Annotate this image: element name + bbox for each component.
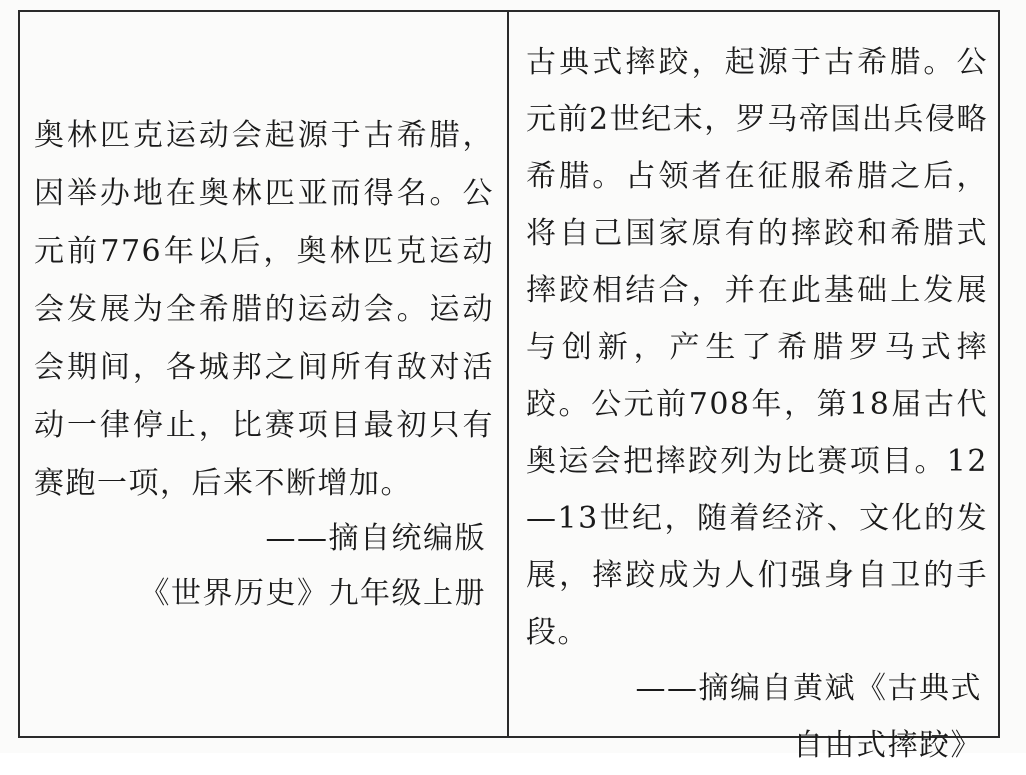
right-source-line-2: 自由式摔跤》 — [793, 728, 982, 763]
left-source-line-1: ——摘自统编版 — [265, 521, 486, 556]
right-source-line-1: ——摘编自黄斌《古典式 — [635, 671, 982, 706]
column-divider — [507, 10, 509, 738]
right-material-cell — [526, 34, 988, 775]
left-source-line-2: 《世界历史》九年级上册 — [139, 576, 486, 611]
left-material-cell — [34, 107, 494, 623]
left-passage-text: 奥林匹克运动会起源于古希腊，因举办地在奥林匹亚而得名。公元前776年以后，奥林匹克运动会发展为全希腊的运动会。运动会期间，各城邦之间所有敌对活动一律停止，比赛项目最初只有赛跑一项，后来不断增加。 — [34, 118, 494, 501]
right-passage-text: 古典式摔跤，起源于古希腊。公元前2世纪末，罗马帝国出兵侵略希腊。占领者在征服希腊之后，将自己国家原有的摔跤和希腊式摔跤相结合，并在此基础上发展与创新，产生了希腊罗马式摔跤。公元前708年，第18届古代奥运会把摔跤列为比赛项目。12—13世纪，随着经济、文化的发展，摔跤成为人们强身自卫的手段。 — [526, 45, 988, 650]
